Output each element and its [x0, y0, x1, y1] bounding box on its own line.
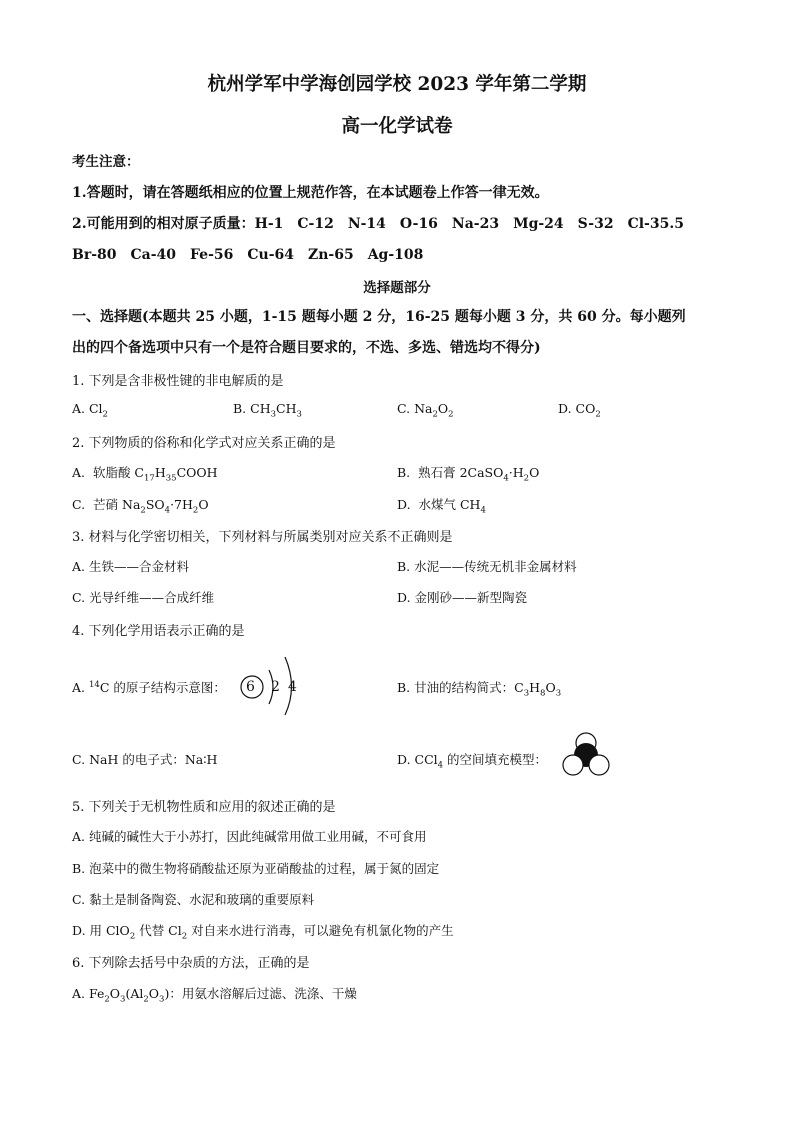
- question-4-option-a: A. $^{14}$C 的原子结构示意图：: [72, 679, 226, 695]
- notice-line2: 2.可能用到的相对原子质量：H-1 C-12 N-14 O-16 Na-23 Mg-24 S-32 Cl-35.5: [72, 216, 684, 232]
- exam-title-line2: 高一化学试卷: [341, 116, 453, 137]
- shell-1-electrons: 2: [271, 679, 280, 695]
- question-3-option-a: A. 生铁——合金材料: [72, 559, 189, 574]
- notice-line1: 1.答题时，请在答题纸相应的位置上规范作答，在本试题卷上作答一律无效。: [72, 185, 549, 201]
- question-3-stem: 3. 材料与化学密切相关，下列材料与所属类别对应关系不正确则是: [72, 530, 453, 545]
- space-filling-model: [558, 732, 614, 778]
- question-3-option-c: C. 光导纤维——合成纤维: [72, 590, 215, 605]
- atomic-structure-diagram: [236, 654, 302, 716]
- question-4-stem: 4. 下列化学用语表示正确的是: [72, 624, 245, 639]
- question-1-stem: 1. 下列是含非极性键的非电解质的是: [72, 374, 284, 389]
- question-5-option-d: D. 用 ClO$_2$ 代替 $Cl_2$ 对自来水进行消毒，可以避免有机氯化物的产生: [72, 923, 454, 942]
- question-1-option-b: B. $CH_3CH_3$: [233, 401, 302, 420]
- shell-2-electrons: 4: [288, 679, 297, 695]
- question-1-option-d: D. $CO_2$: [558, 401, 601, 420]
- question-2-option-a: A. 软脂酸 $C_{17}H_{35}COOH$: [72, 465, 218, 484]
- question-2-option-c: C. 芒硝 $Na_2SO_4\cdot 7H_2O$: [72, 497, 209, 516]
- question-1-option-a: A. $Cl_2$: [72, 401, 108, 420]
- question-2-stem: 2. 下列物质的俗称和化学式对应关系正确的是: [72, 436, 336, 451]
- question-4-option-d: D. CCl$_4$ 的空间填充模型：: [397, 752, 548, 771]
- exam-title-line1: 杭州学军中学海创园学校 2023 学年第二学期: [207, 74, 587, 95]
- space-filling-model-svg: [558, 732, 614, 778]
- question-5-option-c: C. 黏土是制备陶瓷、水泥和玻璃的重要原料: [72, 892, 315, 907]
- question-1-option-c: C. $Na_2O_2$: [397, 401, 454, 420]
- question-5-option-a: A. 纯碱的碱性大于小苏打，因此纯碱常用做工业用碱，不可食用: [72, 829, 427, 844]
- question-6-option-a: A. $Fe_2O_3(Al_2O_3)$：用氨水溶解后过滤、洗涤、干燥: [72, 986, 357, 1005]
- section-instruction-line1: 一、选择题(本题共 25 小题，1-15 题每小题 2 分，16-25 题每小题 3 分，共 60 分。每小题列: [72, 309, 686, 325]
- question-5-stem: 5. 下列关于无机物性质和应用的叙述正确的是: [72, 800, 336, 815]
- question-2-option-d: D. 水煤气 $CH_4$: [397, 497, 486, 516]
- question-3-option-b: B. 水泥——传统无机非金属材料: [397, 559, 577, 574]
- question-5-option-b: B. 泡菜中的微生物将硝酸盐还原为亚硝酸盐的过程，属于氮的固定: [72, 861, 440, 876]
- question-4-option-b: B. 甘油的结构简式：$C_3H_8O_3$: [397, 680, 562, 699]
- question-3-option-d: D. 金刚砂——新型陶瓷: [397, 590, 528, 605]
- notice-heading: 考生注意：: [72, 154, 140, 170]
- question-4-option-c: C. NaH 的电子式：Na∶H: [72, 752, 218, 767]
- question-2-option-b: B. 熟石膏 $2CaSO_4\cdot H_2O$: [397, 465, 540, 484]
- section-instruction-line2: 出的四个备选项中只有一个是符合题目要求的，不选、多选、错选均不得分): [72, 340, 541, 356]
- nucleus-charge: 6: [246, 679, 255, 695]
- section-title: 选择题部分: [363, 280, 431, 296]
- question-6-stem: 6. 下列除去括号中杂质的方法，正确的是: [72, 956, 310, 971]
- notice-line3: Br-80 Ca-40 Fe-56 Cu-64 Zn-65 Ag-108: [72, 247, 424, 263]
